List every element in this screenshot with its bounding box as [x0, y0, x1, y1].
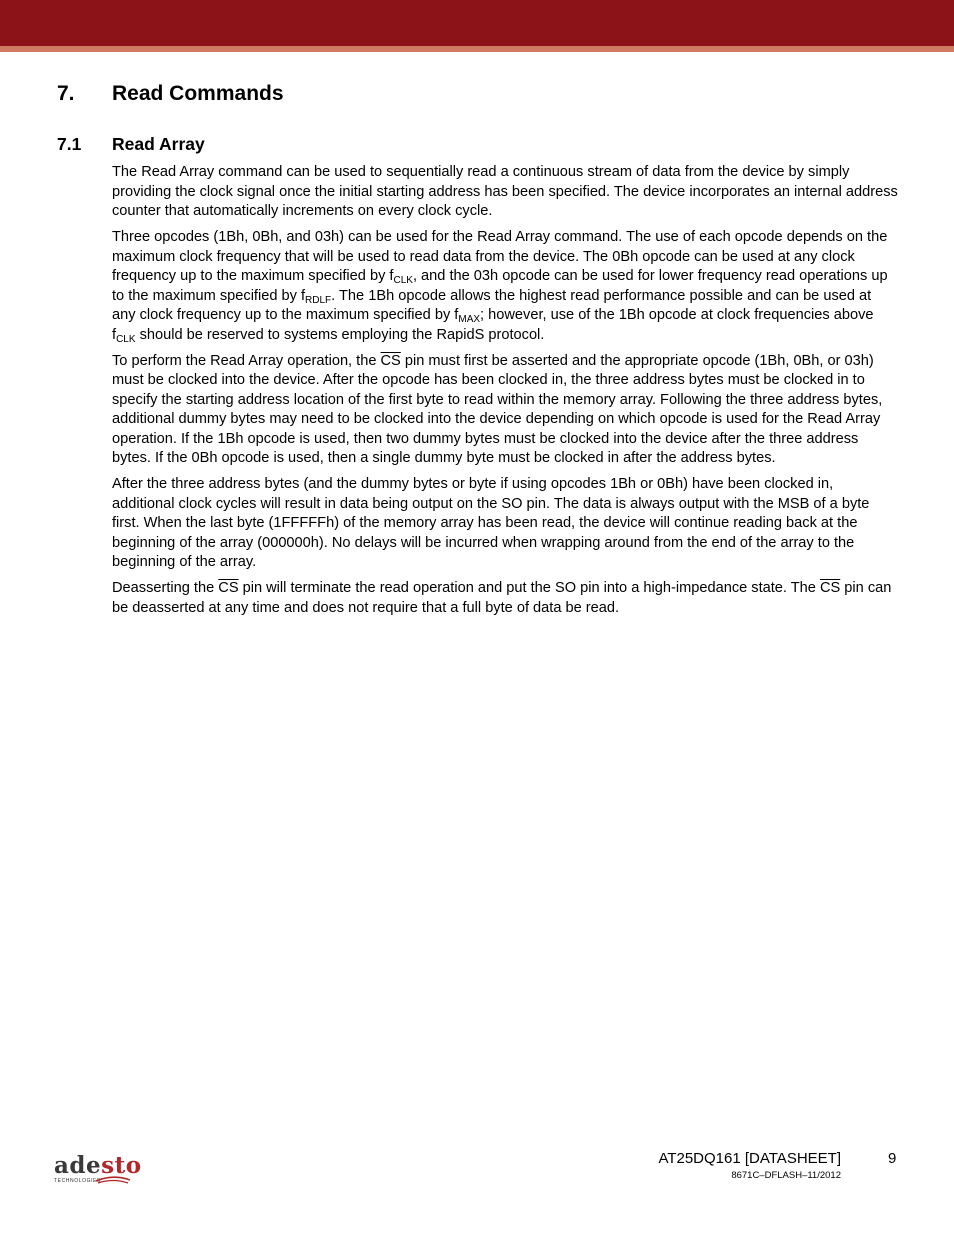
- paragraph-3: [112, 352, 898, 469]
- adesto-swoosh-icon: [94, 1176, 132, 1186]
- section-title: Read Commands: [112, 82, 284, 105]
- subsection-title: Read Array: [112, 134, 205, 154]
- cs-pin-label: $\overline{CS}$: [218, 580, 239, 596]
- page-number: 9: [888, 1150, 897, 1167]
- section-heading: [57, 82, 284, 106]
- p2-sub-clk: CLK: [393, 275, 413, 286]
- paragraph-5: [112, 579, 898, 618]
- p3-text-a: To perform the Read Array operation, the: [112, 352, 381, 369]
- p2-text-d: ; however, use of the 1Bh opcode at clock frequencies above f: [112, 307, 874, 343]
- p2-sub-clk-2: CLK: [116, 333, 136, 345]
- p2-sub-max: MAX: [458, 314, 481, 325]
- p2-sub-rdlf: RDLF: [305, 294, 332, 306]
- paragraph-1: The Read Array command can be used to sequentially read a continuous stream of data from the device by simply providing the clock signal once the initial starting address has been specified. The device incorporates an internal address counter that automatically increments on every clock cycle.: [112, 164, 898, 219]
- p2-text-a: Three opcodes (1Bh, 0Bh, and 03h) can be used for the Read Array command. The use of each opcode depends on the maximum clock frequency that will be used to read data from the device. The 0Bh opcode can be used at any clock frequency up to the maximum specified by f: [112, 229, 888, 284]
- subsection-heading: [57, 134, 205, 155]
- paragraph-4: After the three address bytes (and the dummy bytes or byte if using opcodes 1Bh or 0Bh) have been clocked in, additional clock cycles will result in data being output on the SO pin. The data is always output with the MSB of a byte first. When the last byte (1FFFFFh) of the memory array has been read, the device will continue reading back at the beginning of the array (000000h). No delays will be incurred when wrapping around from the end of the array to the beginning of the array.: [112, 476, 870, 570]
- cs-pin-label: $\overline{CS}$: [819, 580, 841, 596]
- logo-tagline: TECHNOLOGIES: [54, 1178, 101, 1184]
- p5-text-c: pin can be deasserted at any time and does not require that a full byte of data be read.: [112, 580, 892, 616]
- header-stripe: [0, 46, 954, 52]
- adesto-logo: [54, 1152, 142, 1186]
- cs-pin-label: $\overline{CS}$: [380, 352, 401, 369]
- section-number: 7.: [57, 82, 75, 105]
- p2-text-e: should be reserved to systems employing the RapidS protocol.: [135, 326, 545, 343]
- p5-text-b: pin will terminate the read operation and put the SO pin into a high-impedance state. The: [238, 580, 820, 596]
- body-text: [112, 163, 898, 625]
- p2-text-c: . The 1Bh opcode allows the highest read performance possible and can be used at any clock frequency up to the maximum specified by f: [112, 287, 872, 323]
- paragraph-2: [112, 228, 898, 345]
- document-title: AT25DQ161 [DATASHEET]: [658, 1150, 841, 1167]
- p3-text-b: pin must first be asserted and the appropriate opcode (1Bh, 0Bh, or 03h) must be clocked into the device. After the opcode has been clocked in, the three address bytes must be clocked in to specify the starting address location of the first byte to read within the memory array. Following the three address bytes, additional dummy bytes may need to be clocked into the device depending on which opcode is used for the Read Array operation. If the 1Bh opcode is used, then two dummy bytes must be clocked into the device after the three address bytes. If the 0Bh opcode is used, then a single dummy byte must be clocked in after the address bytes.: [112, 352, 883, 466]
- p5-text-a: Deasserting the: [112, 580, 219, 596]
- subsection-number: 7.1: [57, 134, 82, 154]
- document-code: 8671C–DFLASH–11/2012: [731, 1170, 841, 1181]
- p2-text-b: , and the 03h opcode can be used for lower frequency read operations up to the maximum specified by f: [112, 268, 888, 304]
- logo-wordmark: adesto: [54, 1152, 142, 1179]
- header-bar: [0, 0, 954, 46]
